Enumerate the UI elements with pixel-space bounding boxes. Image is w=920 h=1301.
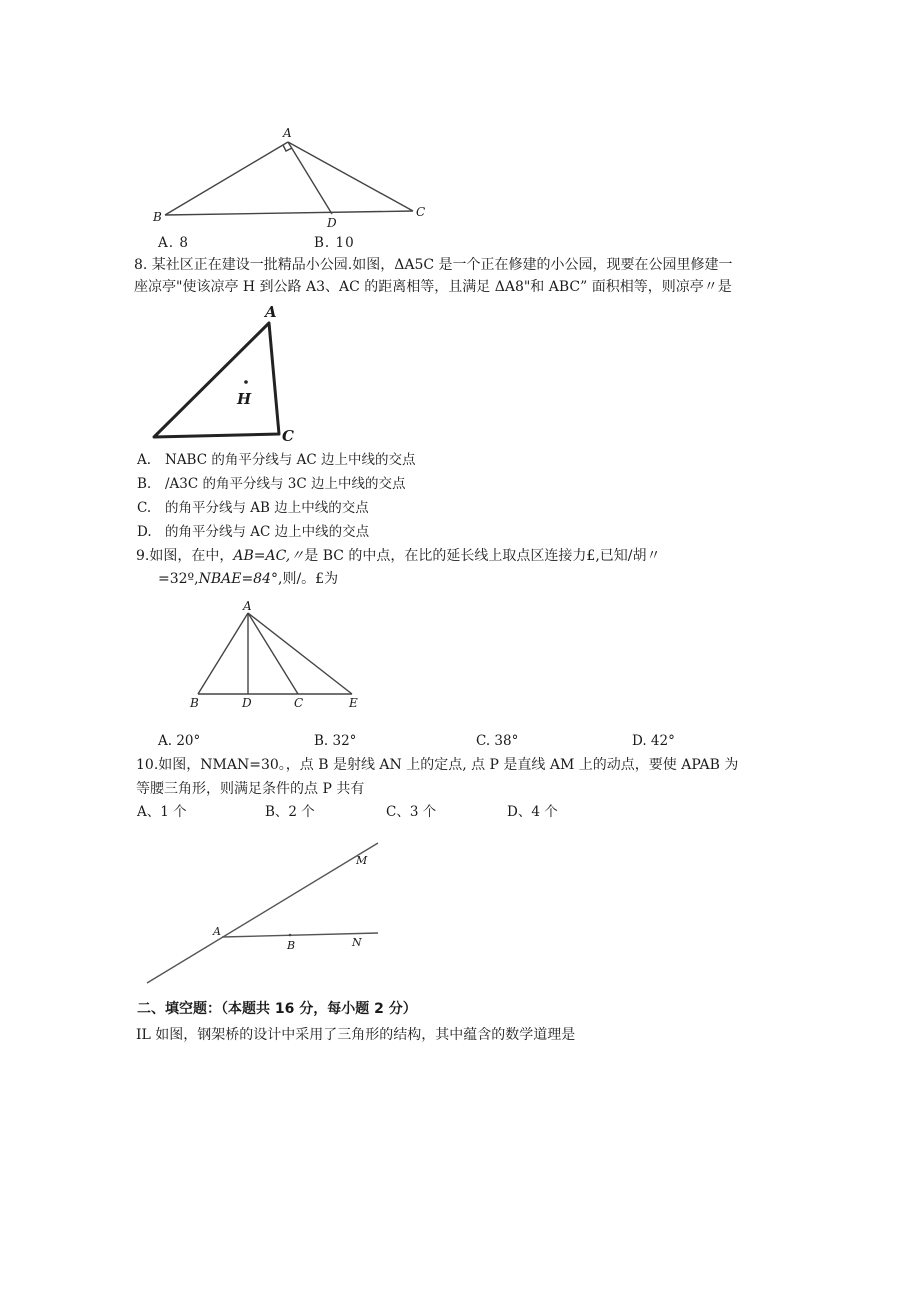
q9-option-b: B. 32°: [314, 733, 357, 749]
q11-stem: IL 如图，钢架桥的设计中采用了三角形的结构，其中蕴含的数学道理是: [136, 1027, 576, 1043]
q9-option-d: D. 42°: [632, 733, 675, 749]
fig8-label-a: A: [265, 303, 277, 321]
q8-option-a-letter: A.: [137, 452, 152, 468]
q9-option-a: A. 20°: [158, 733, 201, 749]
fig10-label-a: A: [213, 925, 221, 938]
q8-option-d-letter: D.: [137, 524, 152, 540]
fig10-label-n: N: [352, 936, 362, 949]
fig8-label-c: C: [282, 427, 294, 445]
q10-stem-line2: 等腰三角形，则满足条件的点 P 共有: [136, 781, 365, 797]
q8-option-c-text: 的角平分线与 AB 边上中线的交点: [165, 500, 369, 516]
fig9-label-c: C: [294, 696, 304, 710]
q9-stem-line1-c: 是 BC 的中点，在比的延长线上取点区连接力£,已知/胡〃: [304, 548, 661, 564]
fig9-label-e: E: [349, 696, 358, 710]
fig7-label-d: D: [327, 216, 337, 230]
q8-stem-line2: 座凉亭"使该凉亭 H 到公路 A3、AC 的距离相等，且满足 ΔA8"和 ABC” 面积相等，则凉亭〃是: [134, 279, 732, 295]
section2-title: 二、填空题：（本题共 16 分，每小题 2 分）: [137, 1001, 417, 1017]
q7-option-a: A. 8: [158, 235, 189, 251]
q7-option-b: B. 10: [314, 235, 355, 251]
q9-stem-line2-b: NBAE=84°: [198, 571, 278, 587]
q8-option-a-text: NABC 的角平分线与 AC 边上中线的交点: [165, 452, 416, 468]
fig7-label-a: A: [283, 126, 292, 140]
q9-stem-line1-a: 9.如图，在中，: [136, 548, 234, 564]
fig9-label-a: A: [243, 599, 252, 613]
q10-option-a: A、1 个: [137, 804, 187, 820]
fig10-label-b: B: [287, 939, 296, 952]
q9-option-c: C. 38°: [476, 733, 519, 749]
q9-stem-line2-c: ,则/。£为: [278, 571, 339, 587]
fig7-label-b: B: [153, 210, 162, 224]
q10-option-c: C、3 个: [386, 804, 437, 820]
q9-stem-line2-a: =32º,: [158, 571, 199, 587]
fig10-label-m: M: [356, 854, 368, 867]
q8-stem-line1: 8. 某社区正在建设一批精品小公园.如图，ΔA5C 是一个正在修建的小公园，现要在公园里修建一: [134, 257, 733, 273]
q10-option-b: B、2 个: [265, 804, 315, 820]
fig9-label-b: B: [190, 696, 199, 710]
fig8-label-h: H: [237, 390, 252, 408]
q8-option-b-text: /A3C 的角平分线与 3C 边上中线的交点: [165, 476, 406, 492]
q8-option-c-letter: C.: [137, 500, 152, 516]
q10-option-d: D、4 个: [507, 804, 558, 820]
q9-stem-line1-b: AB=AC,〃: [233, 548, 305, 564]
q10-stem-line1: 10.如图，NMAN=30。，点 B 是射线 AN 上的定点, 点 P 是直线 AM 上的动点，要使 APAB 为: [136, 757, 739, 773]
q8-option-b-letter: B.: [137, 476, 152, 492]
q8-option-d-text: 的角平分线与 AC 边上中线的交点: [165, 524, 370, 540]
fig9-label-d: D: [242, 696, 252, 710]
fig7-label-c: C: [416, 205, 426, 219]
